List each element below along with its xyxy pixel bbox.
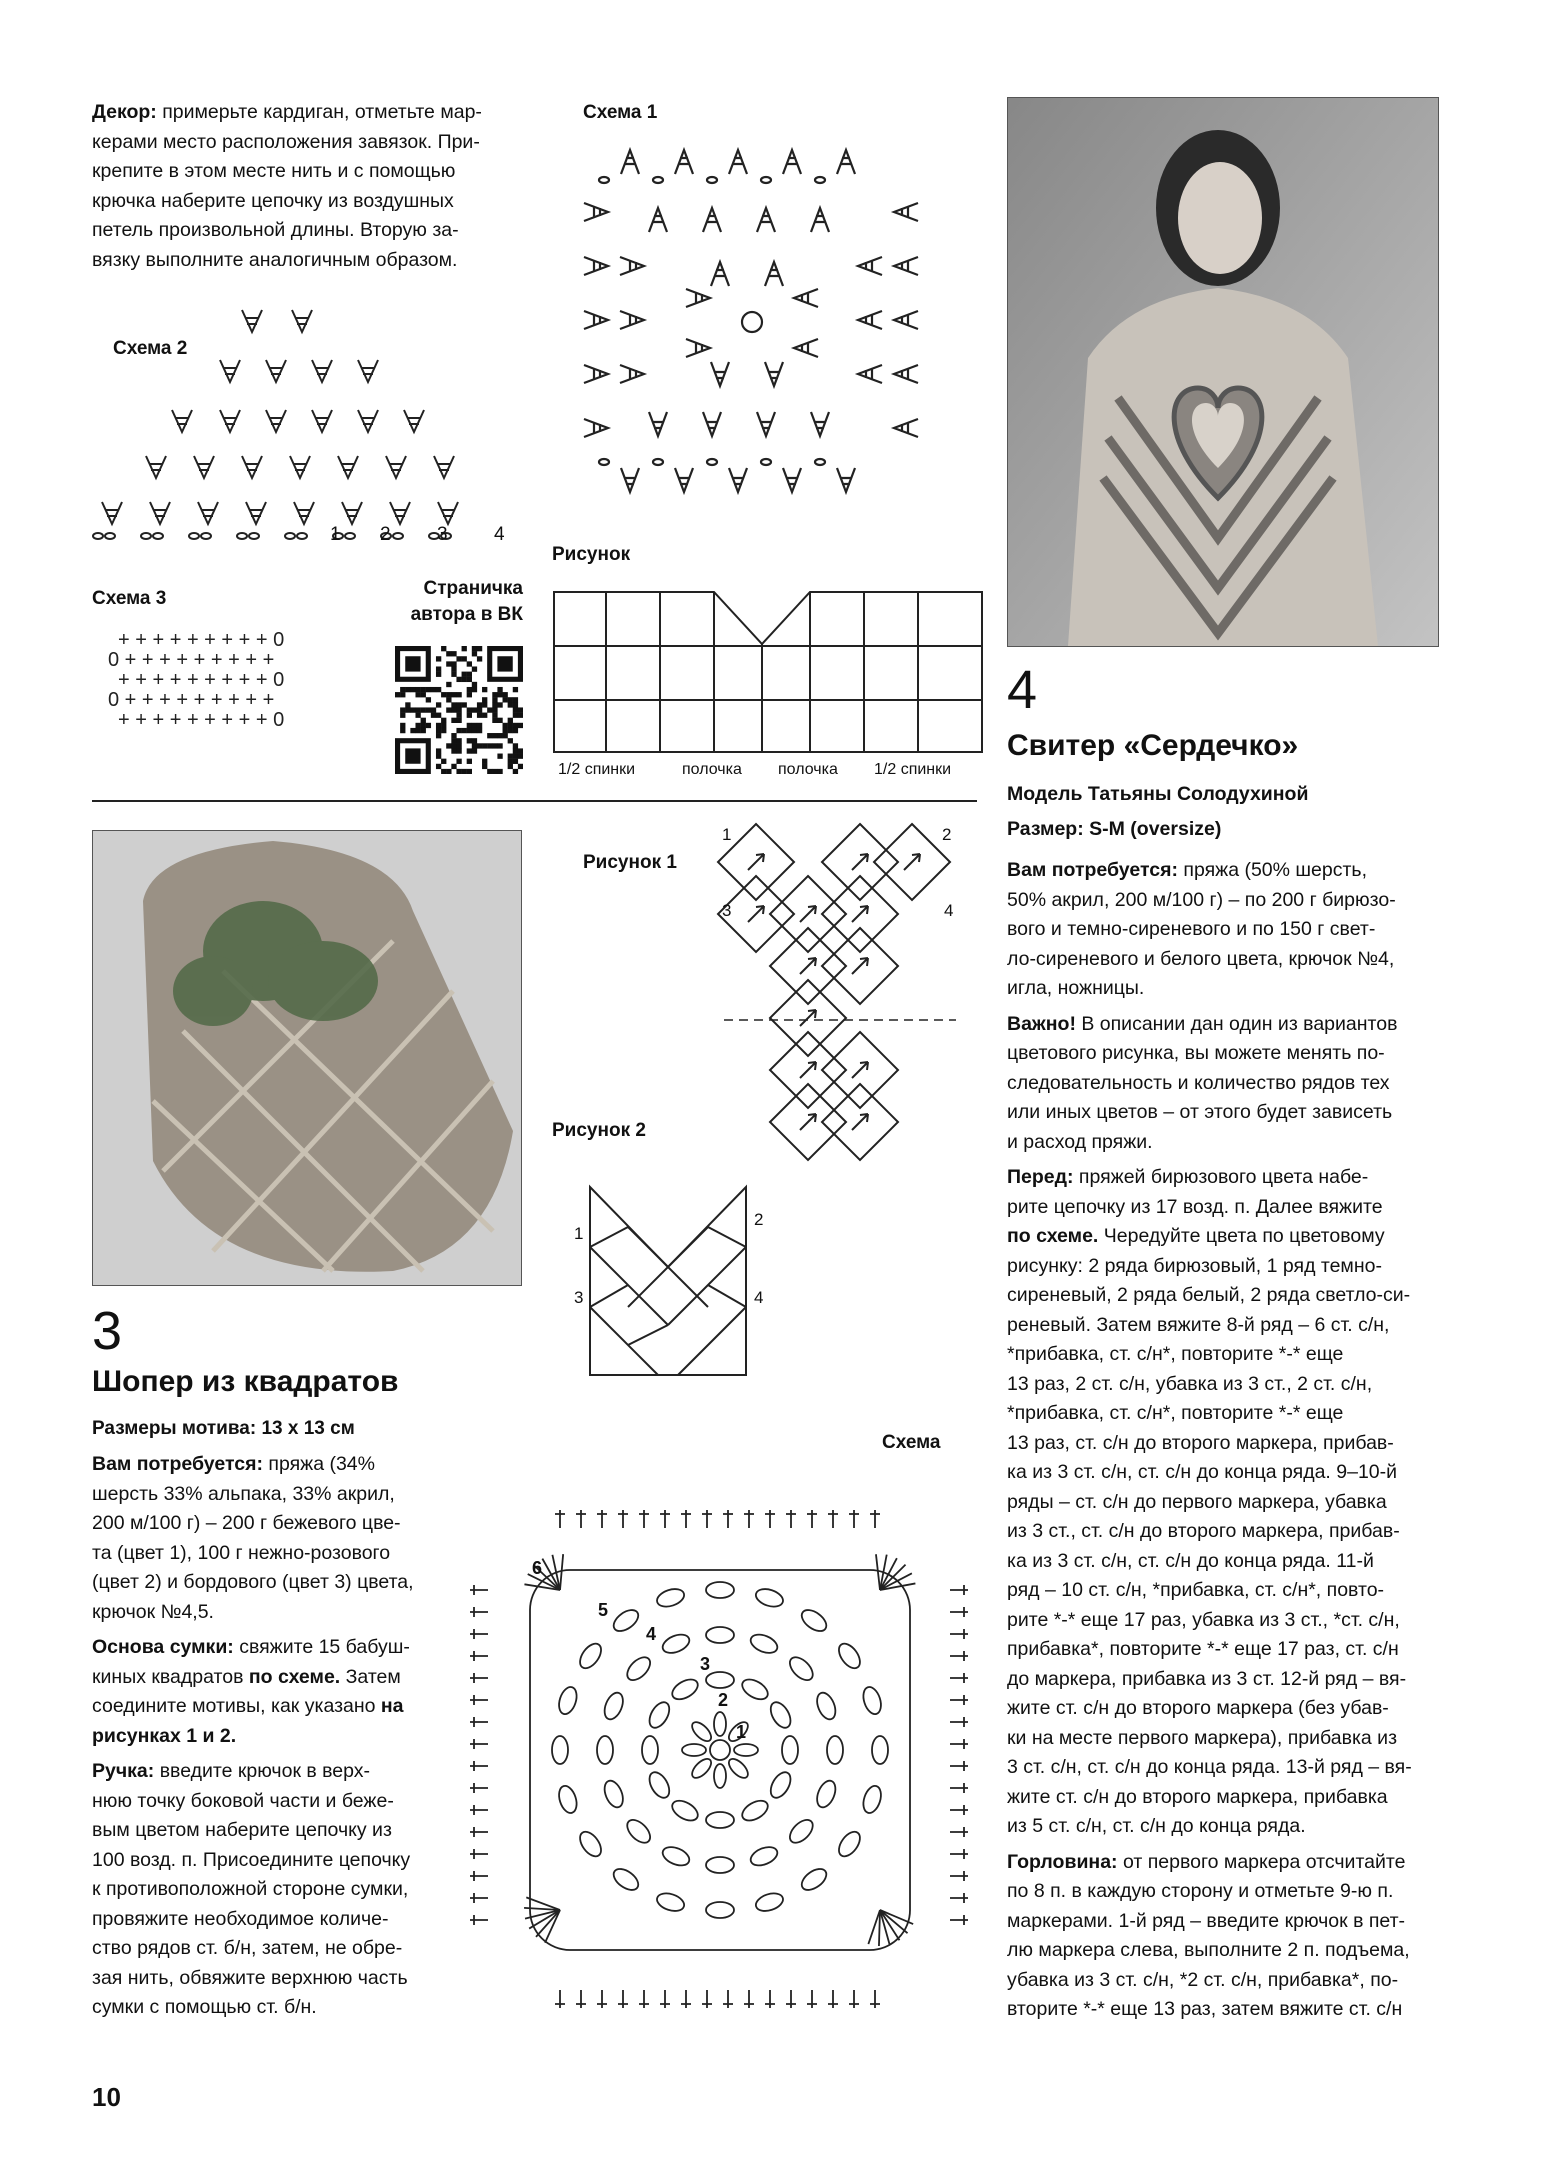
article4-needs-label: Вам потребуется:	[1007, 859, 1178, 881]
text-line: или иных цветов – от этого будет зависеть	[1007, 1101, 1393, 1123]
text-line: из 3 ст., ст. с/н до второго маркера, прибав-	[1007, 1520, 1400, 1542]
qr-caption-line: автора в ВК	[410, 604, 523, 625]
section-divider	[92, 800, 977, 802]
qr-caption	[395, 576, 523, 628]
text-line: рите *-* еще 17 раз, убавка из 3 ст., *ст. с/н,	[1007, 1608, 1400, 1631]
decor-line: примерьте кардиган, отметьте мар-	[156, 101, 482, 123]
text-line: 13 раз, 2 ст. с/н, убавка из 3 ст., 2 ст. с/н,	[1007, 1372, 1373, 1395]
text-line: ка из 3 ст. с/н, ст. с/н до конца ряда. 11-й	[1007, 1549, 1374, 1572]
risunok-caption-half-back: 1/2 спинки	[874, 761, 952, 778]
article3-motif-size: Размеры мотива: 13 х 13 см	[92, 1418, 355, 1439]
text-line: крючок №4,5.	[92, 1600, 214, 1623]
figure2-number-4: 4	[754, 1288, 764, 1307]
text-line: из 5 ст. с/н, ст. с/н до конца ряда.	[1007, 1815, 1306, 1837]
article3-base-label: Основа сумки:	[92, 1636, 234, 1658]
figure1-number-3: 3	[722, 901, 732, 920]
text-line: рисунках 1 и 2.	[92, 1724, 237, 1747]
sweater-photo	[1007, 97, 1439, 647]
text-line: киных квадратов	[92, 1665, 249, 1688]
article4-body	[1007, 856, 1439, 2025]
risunok-label: Рисунок	[552, 544, 631, 565]
figure1-number-4: 4	[944, 901, 954, 920]
figure2-number-1: 1	[574, 1224, 584, 1243]
figure2-diagram	[570, 1175, 770, 1395]
granny-number-2: 2	[718, 1690, 729, 1710]
text-line: прибавка*, повторите *-* еще 17 раз, ст. с/н	[1007, 1638, 1399, 1660]
svg-text:0 + + + + + + + + +: 0 + + + + + + + + +	[108, 689, 275, 711]
text-line: свяжите 15 бабуш-	[233, 1636, 410, 1658]
text-line: следовательность и количество рядов тех	[1007, 1071, 1390, 1094]
text-line: нюю точку боковой части и беже-	[92, 1789, 394, 1812]
text-line: введите крючок в верх-	[154, 1760, 371, 1782]
figure2-label: Рисунок 2	[552, 1120, 646, 1141]
text-line: (цвет 2) и бордового (цвет 3) цвета,	[92, 1571, 414, 1593]
text-line: вого и темно-сиреневого и по 150 г свет-	[1007, 918, 1376, 940]
article3-title: Шопер из квадратов	[92, 1365, 399, 1398]
text-line: *прибавка, ст. с/н*, повторите *-* еще	[1007, 1402, 1344, 1424]
text-line: сумки с помощью ст. б/н.	[92, 1996, 317, 2018]
text-line: ки на месте первого маркера), прибавка из	[1007, 1726, 1398, 1749]
text-line: зая нить, обвяжите верхнюю часть	[92, 1966, 408, 1989]
page-number: 10	[92, 2082, 121, 2112]
text-line: рисунку: 2 ряда бирюзовый, 1 ряд темно-	[1007, 1254, 1382, 1277]
text-line: соедините мотивы, как указано	[92, 1695, 381, 1717]
text-line: рите цепочку из 17 возд. п. Далее вяжите	[1007, 1195, 1383, 1218]
text-line: ло-сиреневого и белого цвета, крючок №4,	[1007, 947, 1395, 970]
text-line: В описании дан один из вариантов	[1075, 1012, 1398, 1035]
text-line: реневый. Затем вяжите 8-й ряд – 6 ст. с/н,	[1007, 1313, 1390, 1336]
scheme1-diagram	[580, 140, 930, 510]
figure2-number-3: 3	[574, 1288, 584, 1307]
text-line: убавка из 3 ст. с/н, *2 ст. с/н, прибавка*, по-	[1007, 1968, 1399, 1991]
granny-number-3: 3	[700, 1654, 711, 1674]
granny-square-diagram	[470, 1480, 970, 2020]
svg-text:+ + + + + + + + + 0: + + + + + + + + + 0	[118, 709, 285, 731]
decor-line: керами место расположения завязок. При-	[92, 130, 480, 153]
text-line: ка из 3 ст. с/н, ст. с/н до конца ряда. 9–10-й	[1007, 1461, 1398, 1483]
scheme2-diagram	[92, 300, 532, 540]
article3-number: 3	[92, 1301, 123, 1361]
text-line: *прибавка, ст. с/н*, повторите *-* еще	[1007, 1343, 1344, 1365]
text-line: до маркера, прибавка из 3 ст. 12-й ряд – вя-	[1007, 1667, 1407, 1690]
scheme2-number-1: 1	[330, 524, 341, 540]
text-line: игла, ножницы.	[1007, 977, 1145, 999]
text-line: 200 м/100 г) – 200 г бежевого цве-	[92, 1512, 401, 1534]
text-line: провяжите необходимое количе-	[92, 1907, 389, 1930]
scheme3-label: Схема 3	[92, 588, 167, 609]
text-line: 50% акрил, 200 м/100 г) – по 200 г бирюзо-	[1007, 888, 1396, 911]
text-line: шерсть 33% альпака, 33% акрил,	[92, 1482, 395, 1505]
scheme3-diagram	[108, 628, 308, 738]
text-line: по 8 п. в каждую сторону и отметьте 9-ю п.	[1007, 1880, 1394, 1902]
granny-number-1: 1	[736, 1722, 747, 1742]
article3-body	[92, 1450, 520, 2023]
granny-number-6: 6	[532, 1558, 543, 1578]
risunok-diagram	[552, 588, 984, 788]
article4-number: 4	[1007, 660, 1038, 720]
scheme-bottom-label: Схема	[882, 1432, 941, 1453]
text-line: по схеме.	[1007, 1225, 1099, 1247]
text-line: Затем	[340, 1665, 401, 1688]
article4-model: Модель Татьяны Солодухиной	[1007, 783, 1309, 805]
text-line: 3 ст. с/н, ст. с/н до конца ряда. 13-й ряд – вя-	[1007, 1756, 1412, 1778]
text-line: пряжей бирюзового цвета набе-	[1073, 1166, 1369, 1188]
risunok-caption-front: полочка	[682, 761, 742, 778]
article4-important-label: Важно!	[1007, 1012, 1076, 1035]
article4-neck-label: Горловина:	[1007, 1850, 1118, 1873]
text-line: к противоположной стороне сумки,	[92, 1878, 409, 1900]
text-line: на	[380, 1695, 404, 1717]
decor-line: петель произвольной длины. Вторую за-	[92, 219, 459, 241]
text-line: жите ст. с/н до второго маркера, прибавка	[1007, 1785, 1388, 1808]
scheme2-number-4: 4	[494, 524, 505, 540]
text-line: Чередуйте цвета по цветовому	[1098, 1225, 1385, 1247]
text-line: та (цвет 1), 100 г нежно-розового	[92, 1541, 391, 1564]
figure1-number-1: 1	[722, 825, 732, 844]
text-line: цветового рисунка, вы можете менять по-	[1007, 1042, 1385, 1064]
text-line: сиреневый, 2 ряда белый, 2 ряда светло-си-	[1007, 1284, 1411, 1306]
text-line: от первого маркера отсчитайте	[1117, 1850, 1406, 1873]
article4-size: Размер: S-M (oversize)	[1007, 818, 1222, 840]
figure1-diagram	[712, 818, 972, 1188]
decor-paragraph	[92, 98, 520, 275]
figure1-label: Рисунок 1	[583, 852, 677, 873]
svg-text:+ + + + + + + + + 0: + + + + + + + + + 0	[118, 629, 285, 651]
article3-needs-label: Вам потребуется:	[92, 1453, 263, 1475]
text-line: пряжа (34%	[263, 1453, 375, 1475]
text-line: маркерами. 1-й ряд – введите крючок в пет-	[1007, 1909, 1406, 1932]
text-line: ство рядов ст. б/н, затем, не обре-	[92, 1937, 403, 1959]
article4-front-label: Перед:	[1007, 1166, 1074, 1188]
text-line: по схеме.	[248, 1665, 341, 1688]
scheme2-number-3: 3	[437, 524, 448, 540]
text-line: вым цветом наберите цепочку из	[92, 1819, 392, 1841]
text-line: и расход пряжи.	[1007, 1130, 1153, 1153]
text-line: вторите *-* еще 13 раз, затем вяжите ст. с/н	[1007, 1998, 1403, 2020]
decor-line: крючка наберите цепочку из воздушных	[92, 189, 454, 212]
bag-photo	[92, 830, 522, 1286]
decor-label: Декор:	[92, 101, 157, 123]
text-line: жите ст. с/н до второго маркера (без убав-	[1007, 1697, 1389, 1719]
granny-number-4: 4	[646, 1624, 657, 1644]
figure1-number-2: 2	[942, 825, 952, 844]
scheme2-label: Схема 2	[113, 338, 188, 359]
granny-number-5: 5	[598, 1600, 609, 1620]
svg-text:0 + + + + + + + + +: 0 + + + + + + + + +	[108, 649, 275, 671]
text-line: пряжа (50% шерсть,	[1178, 859, 1368, 881]
text-line: 13 раз, ст. с/н до второго маркера, прибав-	[1007, 1431, 1394, 1454]
article4-title: Свитер «Сердечко»	[1007, 729, 1299, 762]
scheme1-label: Схема 1	[583, 102, 658, 123]
text-line: ряды – ст. с/н до первого маркера, убавка	[1007, 1490, 1387, 1513]
qr-caption-line: Страничка	[423, 578, 523, 599]
text-line: 100 возд. п. Присоедините цепочку	[92, 1848, 411, 1871]
text-line: ряд – 10 ст. с/н, *прибавка, ст. с/н*, повто-	[1007, 1579, 1385, 1601]
qr-code-icon[interactable]	[395, 646, 523, 774]
risunok-caption-half-back: 1/2 спинки	[558, 761, 636, 778]
decor-line: крепите в этом месте нить и с помощью	[92, 160, 456, 182]
text-line: лю маркера слева, выполните 2 п. подъема,	[1007, 1939, 1410, 1961]
decor-line: вязку выполните аналогичным образом.	[92, 248, 458, 271]
figure2-number-2: 2	[754, 1210, 764, 1229]
svg-text:+ + + + + + + + + 0: + + + + + + + + + 0	[118, 669, 285, 691]
risunok-caption-front: полочка	[778, 761, 838, 778]
scheme2-number-2: 2	[380, 524, 391, 540]
article3-handle-label: Ручка:	[92, 1760, 155, 1782]
